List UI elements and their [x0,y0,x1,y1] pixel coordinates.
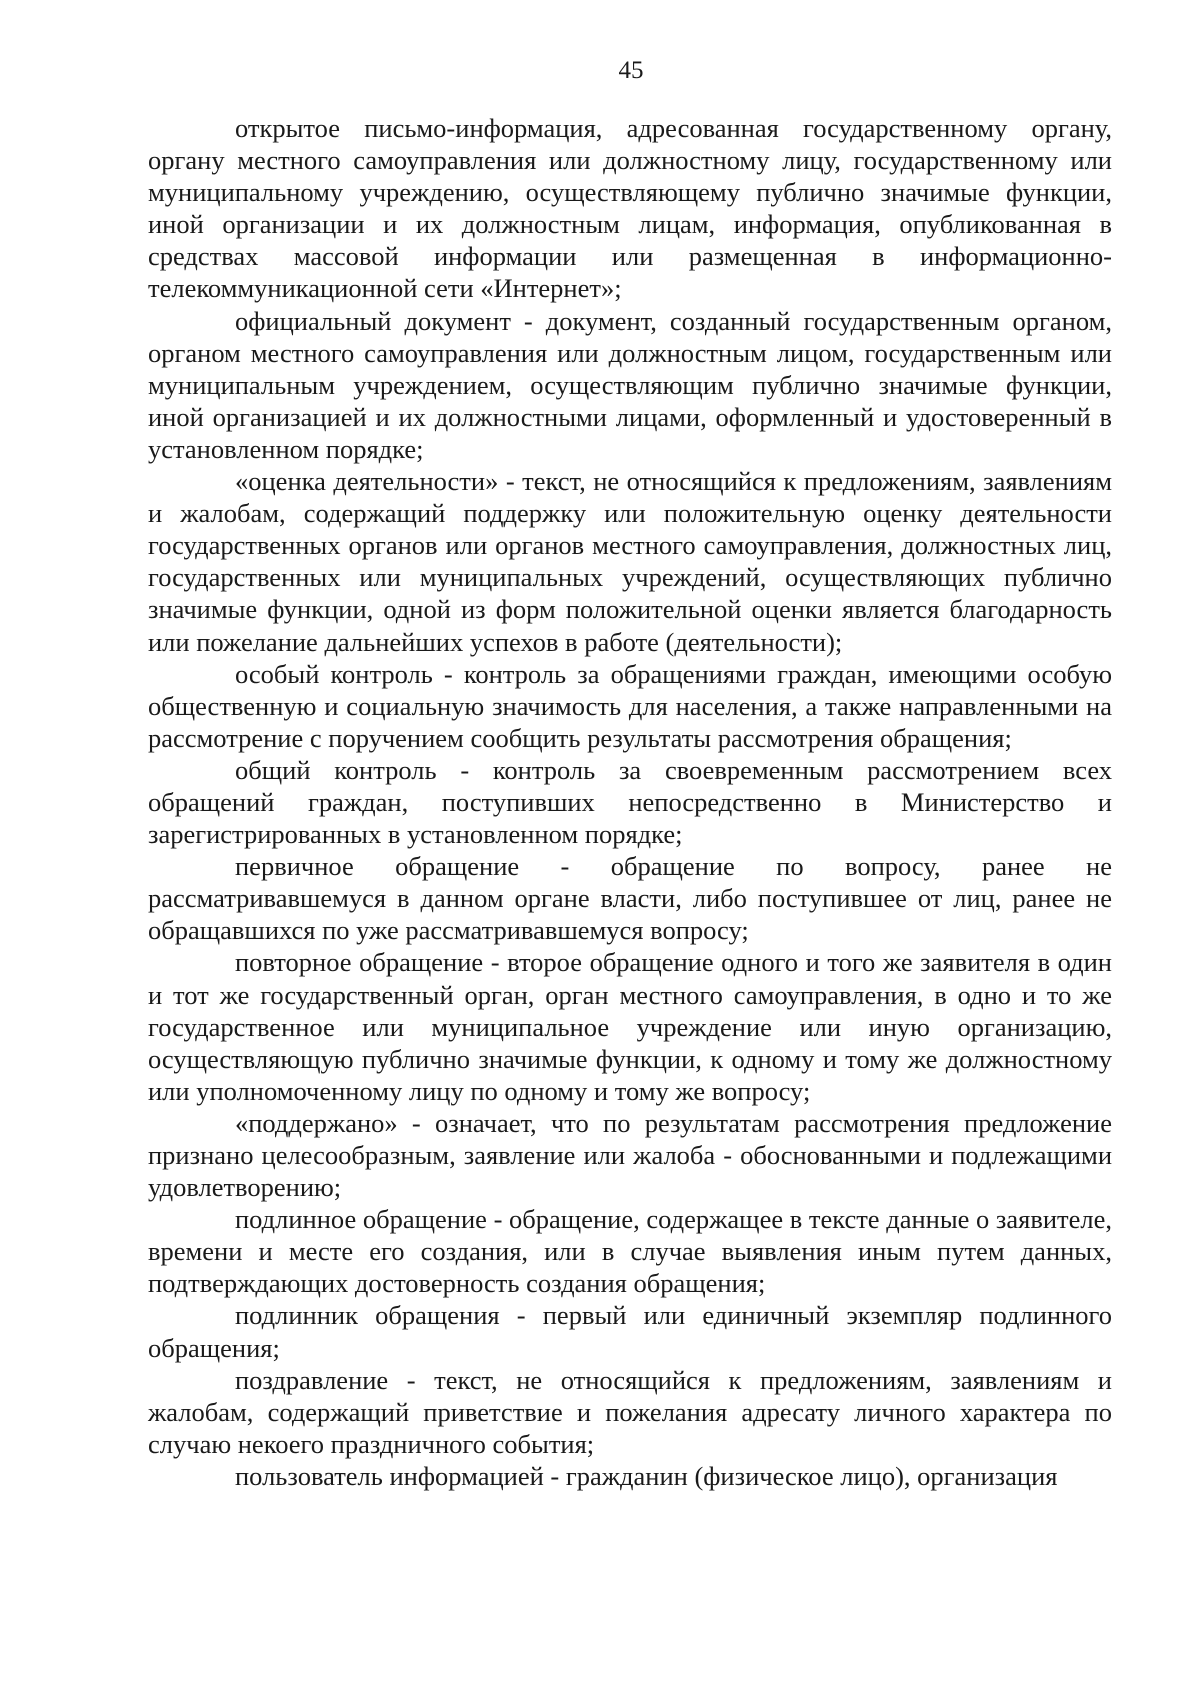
document-body [148,112,1112,1492]
paragraph-repeated-appeal: повторное обращение - второе обращение одного и того же заявителя в один и тот же государственный орган, орган местного самоуправления, в одно и то же государственное или муниципальное учреждение или иную организацию, осуществляющую публично значимые функции, к одному и тому же должностному или уполномоченному лицу по одному и тому же вопросу; [148,947,1112,1106]
paragraph-supported: «поддержано» - означает, что по результатам рассмотрения предложение признано целесообразным, заявление или жалоба - обоснованными и подлежащими удовлетворению; [148,1107,1112,1203]
paragraph-authentic-appeal: подлинное обращение - обращение, содержащее в тексте данные о заявителе, времени и месте его создания, или в случае выявления иным путем данных, подтверждающих достоверность создания обращения; [148,1204,1112,1299]
paragraph-original-appeal: подлинник обращения - первый или единичный экземпляр подлинного обращения; [148,1300,1112,1363]
paragraph-information-user: пользователь информацией - гражданин (физическое лицо), организация [235,1460,1058,1491]
paragraph-primary-appeal: первичное обращение - обращение по вопросу, ранее не рассматривавшемуся в данном органе власти, либо поступившее от лиц, ранее не обращавшихся по уже рассматривавшемуся вопросу; [148,851,1112,946]
paragraph-congratulation: поздравление - текст, не относящийся к предложениям, заявлениям и жалобам, содержащий приветствие и пожелания адресату личного характера по случаю некоего праздничного события; [148,1364,1112,1459]
paragraph-official-document: официальный документ - документ, созданный государственным органом, органом местного самоуправления или должностным лицом, государственным или муниципальным учреждением, осуществляющим публично значимые функции, иной организацией и их должностными лицами, оформленный и удостоверенный в установленном порядке; [148,305,1112,464]
paragraph-general-control: общий контроль - контроль за своевременным рассмотрением всех обращений граждан, поступивших непосредственно в Министерство и зарегистрированных в установленном порядке; [148,754,1112,850]
page-number: 45 [618,57,644,84]
paragraph-special-control: особый контроль - контроль за обращениями граждан, имеющими особую общественную и социальную значимость для населения, а также направленными на рассмотрение с поручением сообщить результаты рассмотрения обращения; [148,658,1112,753]
paragraph-performance-evaluation: «оценка деятельности» - текст, не относящийся к предложениям, заявлениям и жалобам, содержащий поддержку или положительную оценку деятельности государственных органов или органов местного самоуправления, должностных лиц, государственных или муниципальных учреждений, осуществляющих публично значимые функции, одной из форм положительной оценки является благодарность или пожелание дальнейших успехов в работе (деятельности); [148,466,1112,657]
paragraph-open-letter: открытое письмо-информация, адресованная государственному органу, органу местного самоуправления или должностному лицу, государственному или муниципальному учреждению, осуществляющему публично значимые функции, иной организации и их должностным лицам, информация, опубликованная в средствах массовой информации или размещенная в информационно-телекоммуникационной сети «Интернет»; [148,113,1112,304]
